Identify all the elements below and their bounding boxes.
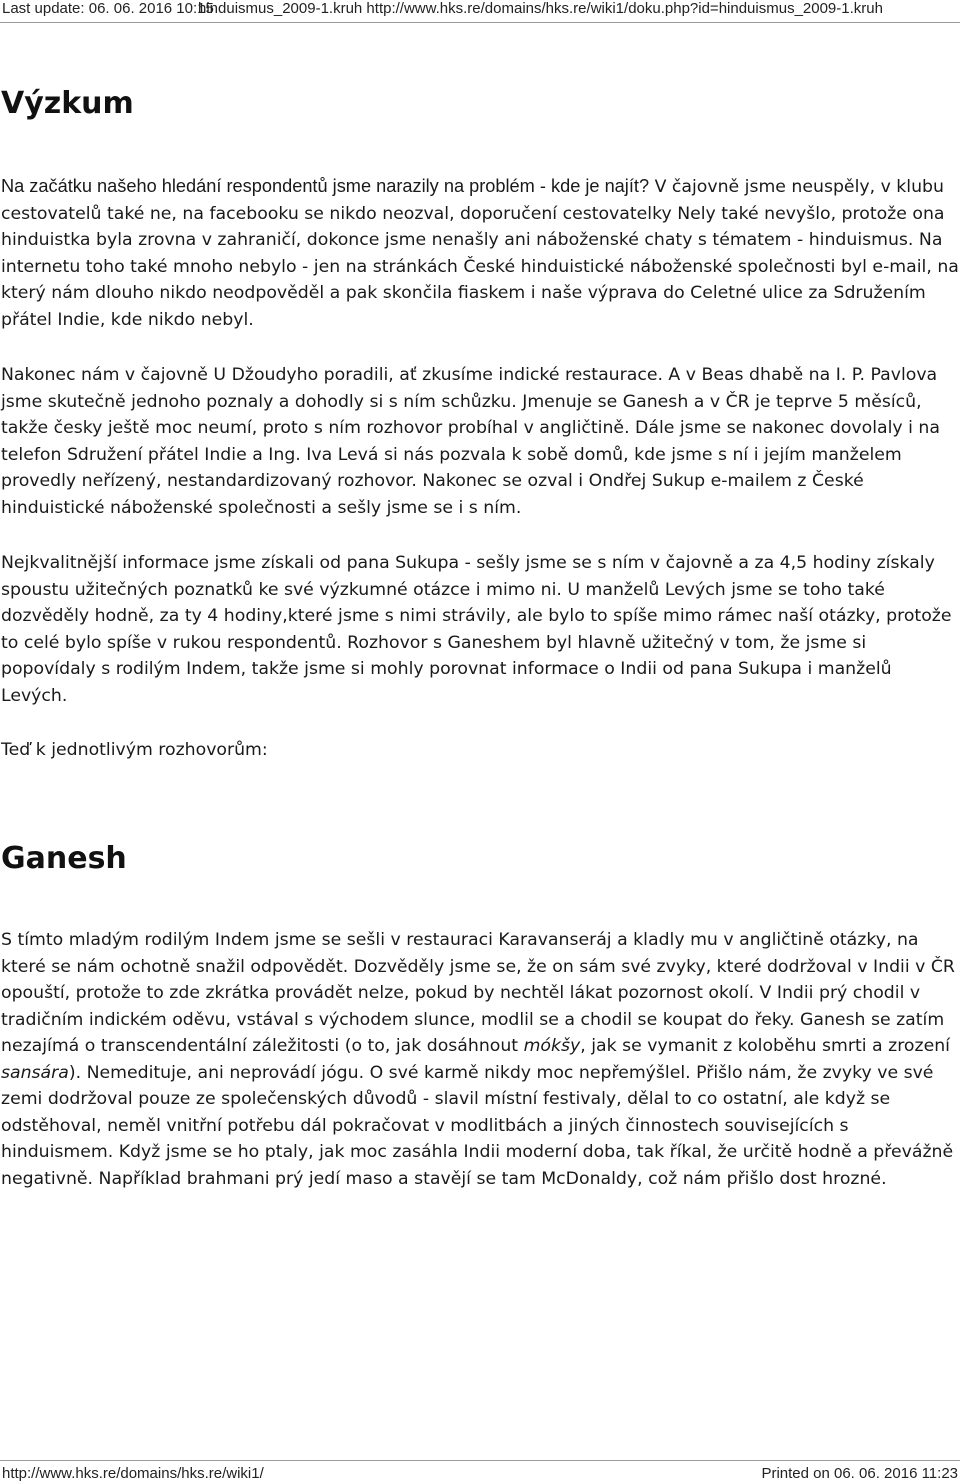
paragraph-intro-end: Na internetu toho také mnoho nebylo - jen na stránkách České hinduistické náboženské společnosti byl e-mail, na který nám dlouho nikdo neodpověděl a pak skončila fiaskem i naše výprava do Celetné ulice za Sdružením přátel Indie, kde nikdo nebyl.: [1, 230, 959, 330]
source-link[interactable]: hinduismus_2009-1.kruh http://www.hks.re/domains/hks.re/wiki1/doku.php?id=hinduismus_2009-1.kruh: [198, 0, 883, 17]
term-moksa: mókšy: [523, 1036, 581, 1056]
page-header: [0, 0, 960, 23]
paragraph-intro: [1, 173, 959, 333]
paragraph-contacts: Nakonec nám v čajovně U Džoudyho poradili, ať zkusíme indické restaurace. A v Beas dhabě na I. P. Pavlova jsme skutečně jednoho poznaly a dohodly si s ním schůzku. Jmenuje se Ganesh a v ČR je teprve 5 měsíců, takže česky ještě moc neumí, proto s ním rozhovor probíhal v angličtině. Dále jsme se nakonec dovolaly i na telefon Sdružení přátel Indie a Ing. Iva Levá si nás pozvala k sobě domů, kde jsme s ní i jejím manželem provedly neřízený, nestandardizovaný rozhovor. Nakonec se ozval i Ondřej Sukup e-mailem z České hinduistické náboženské společnosti a sešly jsme se i s ním.: [1, 365, 940, 518]
paragraph-ganesh-a: S tímto mladým rodilým Indem jsme se sešli v restauraci Karavanseráj a kladly mu v angličtině otázky, na které se nám ochotně snažil odpovědět. Dozvěděly jsme se, že on sám své zvyky, které dodržoval v Indii v ČR opouští, protože to zde zkrátka provádět nelze, pokud by nechtěl lákat pozornost okolí. V Indii prý chodil v tradičním indickém oděvu, vstával s východem slunce, modlil se a chodil se koupat do řeky. Ganesh se zatím nezajímá o transcendentální záležitosti (o to, jak dosáhnout: [1, 930, 955, 1056]
paragraph-transition: Teď k jednotlivým rozhovorům:: [1, 740, 268, 760]
paragraph-ganesh: [1, 927, 959, 1192]
paragraph-quality: Nejkvalitnější informace jsme získali od pana Sukupa - sešly jsme se s ním v čajovně a za 4,5 hodiny získaly spoustu užitečných poznatků ke své výzkumné otázce i mimo ni. U manželů Levých jsme se toho také dozvěděly hodně, za ty 4 hodiny,které jsme s nimi strávily, ale bylo to spíše mimo rámec naší otázky, protože to celé bylo spíše v rukou respondentů. Rozhovor s Ganeshem byl hlavně užitečný v tom, že jsme si popovídaly s rodilým Indem, takže jsme si mohly porovnat informace o Indii od pana Sukupa i manželů Levých.: [1, 553, 952, 706]
printed-date-text: Printed on 06. 06. 2016 11:23: [761, 1465, 958, 1482]
paragraph-ganesh-b: , jak se vymanit z koloběhu smrti a zrození: [580, 1036, 950, 1056]
footer-url-link[interactable]: http://www.hks.re/domains/hks.re/wiki1/: [2, 1465, 264, 1482]
paragraph-intro-lead: Na začátku našeho hledání respondentů jsme narazily na problém - kde je najít?: [1, 176, 650, 196]
section-heading-ganesh: Ganesh: [1, 841, 127, 876]
section-heading-vyzkum: Výzkum: [1, 86, 134, 121]
paragraph-intro-body: V čajovně jsme neuspěly, v klubu cestovatelů také ne, na facebooku se nikdo neozval, doporučení cestovatelky Nely také nevyšlo, protože ona hinduistka byla zrovna v zahraničí, dokonce jsme nenašly ani náboženské chaty s tématem - hinduismus.: [1, 177, 945, 250]
last-update-text: Last update: 06. 06. 2016 10:15: [2, 0, 214, 17]
paragraph-ganesh-c: ). Nemedituje, ani neprovádí jógu. O své karmě nikdy moc nepřemýšlel. Přišlo nám, že zvyky ve své zemi dodržoval pouze ze společenských důvodů - slavil místní festivaly, dělal to co ostatní, ale když se odstěhoval, neměl vnitřní potřebu dál pokračovat v modlitbách a jiných činnostech souvisejících s hinduismem. Když jsme se ho ptaly, jak moc zasáhla Indii moderní doba, tak říkal, že určitě hodně a převážně negativně. Například brahmani prý jedí maso a stavějí se tam McDonaldy, což nám přišlo dost hrozné.: [1, 1062, 954, 1189]
term-samsara: sansára: [1, 1062, 69, 1083]
page-footer: [0, 1460, 960, 1484]
